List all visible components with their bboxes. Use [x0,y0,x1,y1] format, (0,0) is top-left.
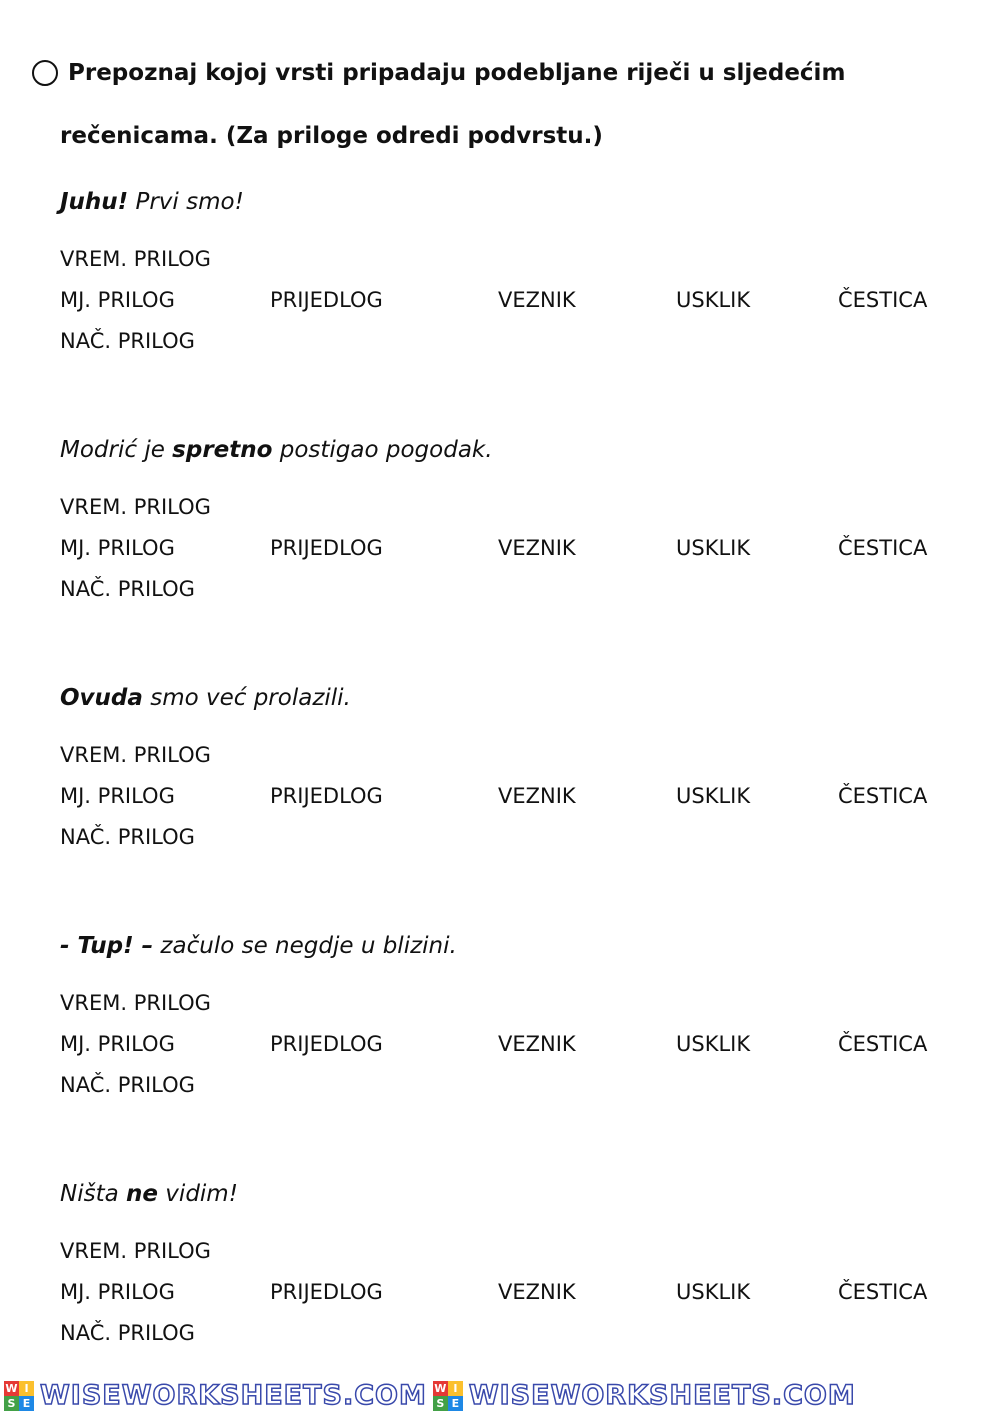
option-vrem-prilog[interactable]: VREM. PRILOG [60,743,211,767]
option-prijedlog[interactable]: PRIJEDLOG [270,288,383,312]
bold-word: Ovuda [60,685,143,711]
answer-options [60,246,960,376]
question-1 [60,187,960,376]
circle-icon [32,60,58,86]
option-cestica[interactable]: ČESTICA [838,536,928,560]
answer-options [60,1238,960,1368]
question-2 [60,435,960,624]
option-prijedlog[interactable]: PRIJEDLOG [270,784,383,808]
question-5 [60,1179,960,1368]
sentence: - Tup! – začulo se negdje u blizini. [60,933,457,959]
option-veznik[interactable]: VEZNIK [498,1280,576,1304]
sentence: Modrić je spretno postigao pogodak. [60,437,493,463]
bold-word: spretno [172,437,273,463]
sentence: Ništa ne vidim! [60,1181,238,1207]
option-cestica[interactable]: ČESTICA [838,784,928,808]
option-veznik[interactable]: VEZNIK [498,536,576,560]
answer-options [60,990,960,1120]
option-nac-prilog[interactable]: NAČ. PRILOG [60,1073,195,1097]
option-usklik[interactable]: USKLIK [676,536,751,560]
option-mj-prilog[interactable]: MJ. PRILOG [60,1280,175,1304]
instruction-line1 [32,60,972,86]
brand-text: WISEWORKSHEETS.COM [40,1380,427,1411]
option-mj-prilog[interactable]: MJ. PRILOG [60,784,175,808]
answer-options [60,494,960,624]
bold-word: - Tup! – [60,933,154,959]
option-vrem-prilog[interactable]: VREM. PRILOG [60,247,211,271]
option-nac-prilog[interactable]: NAČ. PRILOG [60,329,195,353]
option-cestica[interactable]: ČESTICA [838,1280,928,1304]
option-veznik[interactable]: VEZNIK [498,288,576,312]
sentence: Juhu! Prvi smo! [60,189,244,215]
option-prijedlog[interactable]: PRIJEDLOG [270,1032,383,1056]
option-mj-prilog[interactable]: MJ. PRILOG [60,1032,175,1056]
option-vrem-prilog[interactable]: VREM. PRILOG [60,1239,211,1263]
option-mj-prilog[interactable]: MJ. PRILOG [60,536,175,560]
option-cestica[interactable]: ČESTICA [838,1032,928,1056]
option-usklik[interactable]: USKLIK [676,1032,751,1056]
option-usklik[interactable]: USKLIK [676,288,751,312]
instruction-text-1: Prepoznaj kojoj vrsti pripadaju podebljane riječi u sljedećim [68,60,846,86]
sentence: Ovuda smo već prolazili. [60,685,351,711]
option-nac-prilog[interactable]: NAČ. PRILOG [60,1321,195,1345]
question-3 [60,683,960,872]
option-usklik[interactable]: USKLIK [676,784,751,808]
footer-watermark [0,1378,1000,1413]
option-prijedlog[interactable]: PRIJEDLOG [270,1280,383,1304]
option-cestica[interactable]: ČESTICA [838,288,928,312]
wiseworksheets-logo-icon: W I S E [433,1381,463,1411]
option-vrem-prilog[interactable]: VREM. PRILOG [60,991,211,1015]
brand-text: WISEWORKSHEETS.COM [468,1380,856,1411]
question-4 [60,931,960,1120]
bold-word: ne [126,1181,158,1207]
option-nac-prilog[interactable]: NAČ. PRILOG [60,825,195,849]
option-usklik[interactable]: USKLIK [676,1280,751,1304]
option-prijedlog[interactable]: PRIJEDLOG [270,536,383,560]
option-veznik[interactable]: VEZNIK [498,1032,576,1056]
option-vrem-prilog[interactable]: VREM. PRILOG [60,495,211,519]
option-mj-prilog[interactable]: MJ. PRILOG [60,288,175,312]
instruction-line2: rečenicama. (Za priloge odredi podvrstu.) [60,123,603,149]
wiseworksheets-logo-icon: W I S E [4,1381,34,1411]
option-veznik[interactable]: VEZNIK [498,784,576,808]
option-nac-prilog[interactable]: NAČ. PRILOG [60,577,195,601]
answer-options [60,742,960,872]
bold-word: Juhu! [60,189,129,215]
